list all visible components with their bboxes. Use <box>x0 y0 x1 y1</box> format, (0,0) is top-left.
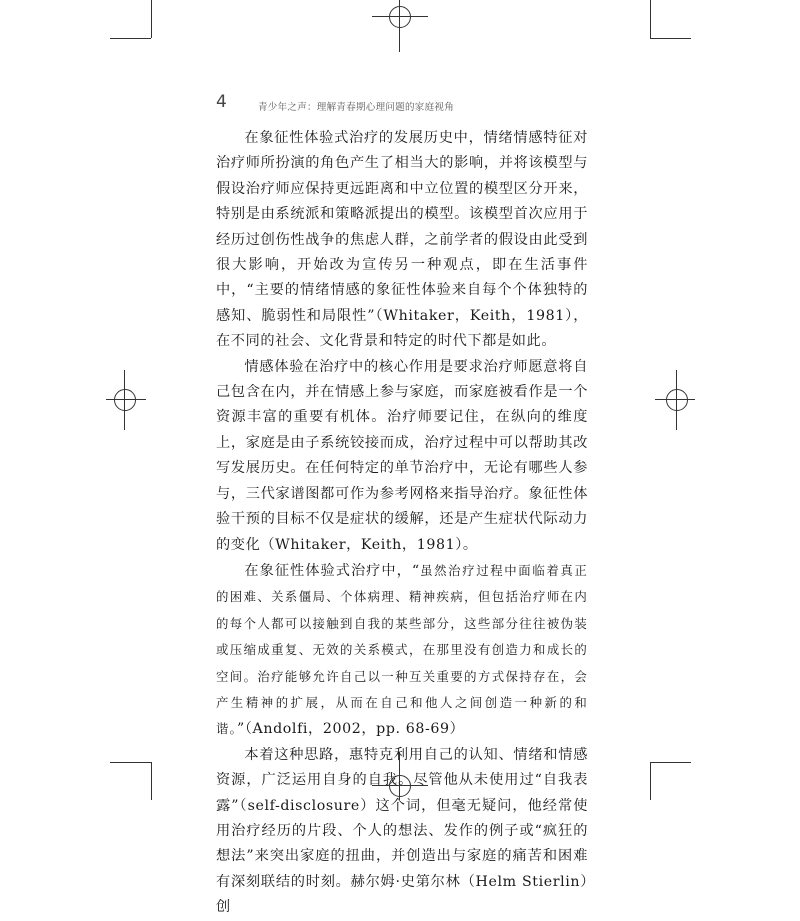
paragraph-1: 在象征性体验式治疗的发展历史中，情绪情感特征对治疗师所扮演的角色产生了相当大的影响，并将该模型与假设治疗师应保持更远距离和中立位置的模型区分开来，特别是由系统派和策略派提出的模型。该模型首次应用于经历过创伤性战争的焦虑人群，之前学者的假设由此受到很大影响，开始改为宣传另一种观点，即在生活事件中，“主要的情绪情感的象征性体验来自每个个体独特的感知、脆弱性和局限性”（Whitaker，Keith，1981），在不同的社会、文化背景和特定的时代下都是如此。 <box>216 130 588 350</box>
trim-mark-tr-h <box>650 38 691 39</box>
running-title: 青少年之声：理解青春期心理问题的家庭视角 <box>258 102 455 113</box>
body-text <box>216 126 588 921</box>
quote-text: 虽然治疗过程中面临着真正的困难、关系僵局、个体病理、精神疾病，但包括治疗师在内的每个人都可以接触到自我的某些部分，这些部分往往被伪装或压缩成重复、无效的关系模式，在那里没有创造力和成长的空间。治疗能够允许自己以一种互关重要的方式保持存在，会产生精神的扩展，从而在自己和他人之间创造一种新的和谐。 <box>216 562 588 737</box>
trim-mark-br-v <box>650 762 651 800</box>
page-number: 4 <box>216 92 227 112</box>
trim-mark-br-h <box>650 762 691 763</box>
trim-mark-tl-v <box>151 0 152 38</box>
trim-mark-bl-v <box>151 762 152 800</box>
registration-circle-left <box>114 389 136 411</box>
quote-paragraph <box>216 558 588 743</box>
trim-mark-bl-h <box>110 762 151 763</box>
trim-mark-tr-v <box>650 0 651 38</box>
registration-circle-right <box>666 389 688 411</box>
quote-lead: 在象征性体验式治疗中，“ <box>244 562 420 579</box>
quote-citation: ”（Andolfi，2002，pp. 68-69） <box>236 721 465 738</box>
paragraph-2: 情感体验在治疗中的核心作用是要求治疗师愿意将自己包含在内，并在情感上参与家庭，而家庭被看作是一个资源丰富的重要有机体。治疗师要记住，在纵向的维度上，家庭是由子系统铰接而成，治疗过程中可以帮助其改写发展历史。在任何特定的单节治疗中，无论有哪些人参与，三代家谱图都可作为参考网格来指导治疗。象征性体验干预的目标不仅是症状的缓解，还是产生症状代际动力的变化（Whitaker，Keith，1981）。 <box>216 358 588 553</box>
registration-circle-top <box>389 6 411 28</box>
paragraph-4: 本着这种思路，惠特克利用自己的认知、情绪和情感资源，广泛运用自身的自我。尽管他从未使用过“自我表露”（self-disclosure）这个词，但毫无疑问，他经常使用治疗经历的片段、个人的想法、发作的例子或“疯狂的想法”来突出家庭的扭曲，并创造出与家庭的痛苦和困难有深刻联结的时刻。赫尔姆·史第尔林（Helm Stierlin）创 <box>216 746 588 916</box>
trim-mark-tl-h <box>110 38 151 39</box>
